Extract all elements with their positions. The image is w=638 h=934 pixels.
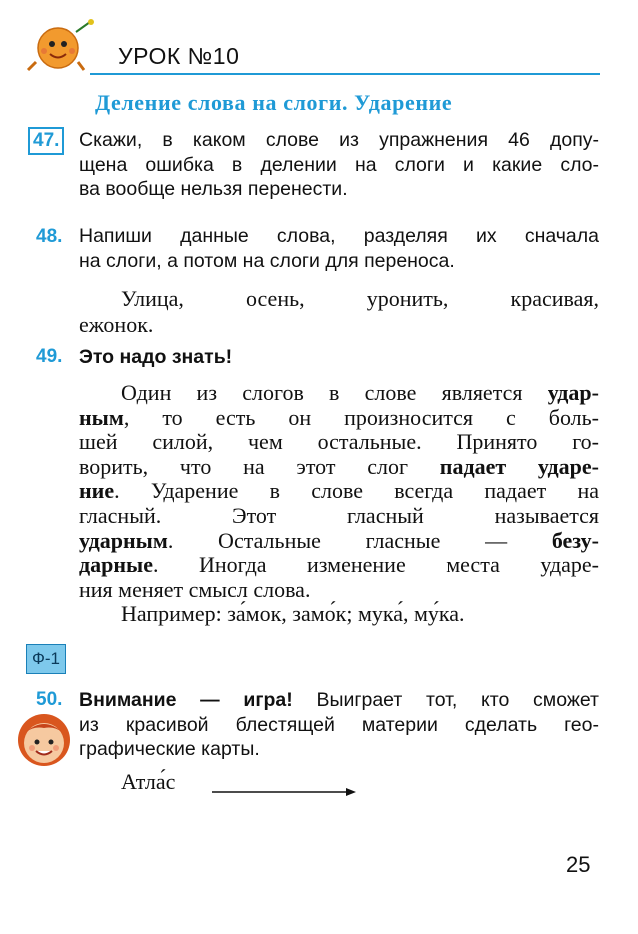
rule-text [79,381,599,627]
exercise-47-line: Скажи, в каком слове из упражнения 46 допу- [79,129,599,151]
rule-term: дарные [79,552,153,578]
rule-segment: , то есть он произносится с боль- [123,404,599,430]
exercise-48-line: Напиши данные слова, разделяя их сначала [79,225,599,247]
rule-term: удар- [547,380,599,405]
rule-line [79,479,599,504]
rule-line: шей силой, чем остальные. Принято го- [79,429,599,455]
exercise-50-line: из красивой блестящей материи сделать гео- [79,713,599,736]
child-face-icon [14,710,74,770]
example-line: Например: за́мок, замо́к; мука́, му́ка. [121,601,465,627]
exercise-number-47: 47. [28,127,64,155]
exercise-50-line [79,688,599,713]
word-list-line: ежонок. [79,312,154,337]
page-number: 25 [566,852,591,877]
exercise-48-words [79,286,599,338]
rule-term: ударным [79,527,168,553]
mascot-icon [22,18,98,74]
word-list-line: Улица, осень, уронить, красивая, [121,286,599,311]
rule-heading: Это надо знать! [79,346,233,368]
rule-term: ным [79,404,124,430]
exercise-number-50: 50. [36,689,63,710]
rule-line [79,553,599,578]
exercise-50-segment: Выиграет тот, кто сможет [292,689,599,711]
rule-term: ние [79,478,115,504]
game-heading: Внимание — игра! [79,689,293,711]
header-rule [90,73,600,75]
rule-line [79,529,599,554]
rule-segment: ворить, что на этот слог [79,453,440,479]
exercise-number-48: 48. [36,226,63,247]
rule-term: безу- [551,527,599,553]
exercise-50-line: графические карты. [79,738,260,760]
word-atlas: Атла́с [121,769,176,794]
exercise-50-text [79,688,599,762]
rule-segment: . Иногда изменение места ударе- [152,552,599,578]
exercise-48-line: на слоги, а потом на слоги для переноса. [79,249,455,272]
rule-line: гласный. Этот гласный называется [79,502,599,528]
exercise-number-49: 49. [36,346,63,367]
arrow-icon [210,784,360,798]
exercise-47-line: щена ошибка в делении на слоги и какие сло- [79,153,599,176]
lesson-title: Деление слова на слоги. Ударение [95,90,453,115]
exercise-48-text [79,224,599,273]
rule-line [79,381,599,406]
rule-segment: . Остальные гласные — [167,527,552,553]
lesson-header [22,18,600,74]
exercise-47-line: ва вообще нельзя перенести. [79,178,348,200]
lesson-number: УРОК №10 [118,43,240,69]
rule-term: падает ударе- [439,453,599,479]
badge-f1: Ф-1 [26,644,66,674]
rule-segment: Один из слогов в слове является [121,380,548,405]
rule-line [79,406,599,431]
rule-segment: . Ударение в слове всегда падает на [114,478,599,504]
exercise-47-text [79,128,599,202]
rule-line: ния меняет смысл слова. [79,576,311,602]
rule-line [79,455,599,480]
